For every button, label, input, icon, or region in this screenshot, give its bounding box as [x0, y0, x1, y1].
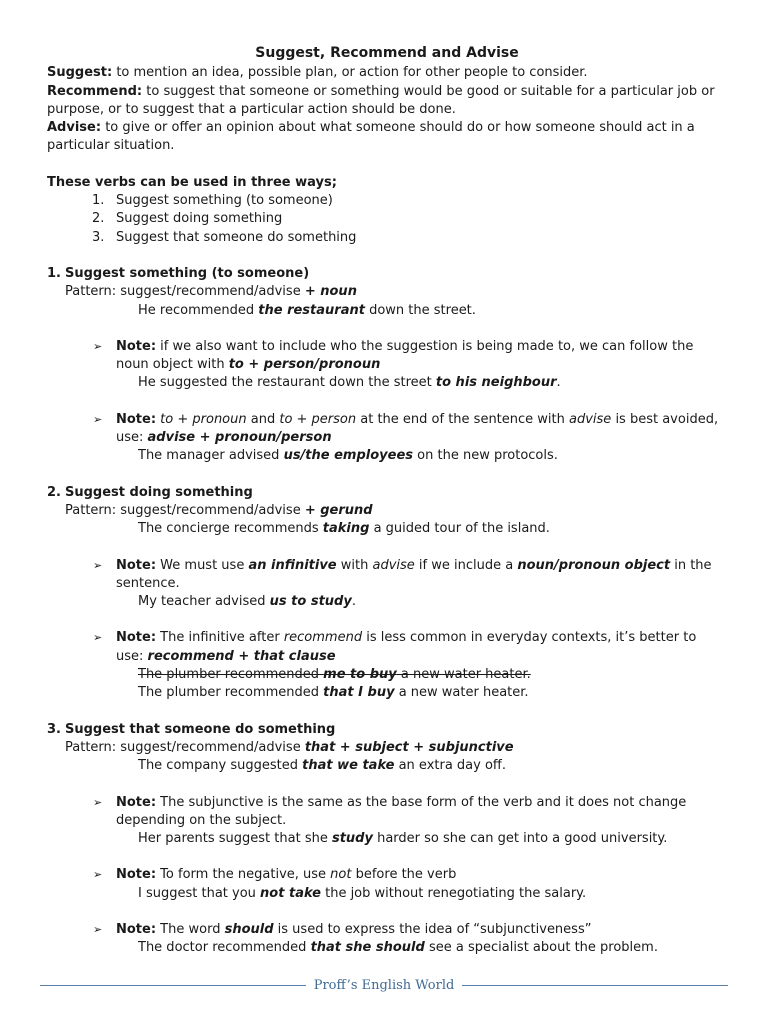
arrow-bullet-icon: ➢	[93, 558, 103, 572]
definition-advise	[47, 119, 727, 156]
example-sentence: I suggest that you not take the job without renegotiating the salary.	[138, 885, 587, 901]
footer-rule-left	[40, 985, 306, 986]
definition-text: to mention an idea, possible plan, or action for other people to consider.	[112, 65, 588, 81]
list-item: 3. Suggest that someone do something	[92, 229, 357, 245]
example-sentence: He suggested the restaurant down the street to his neighbour.	[138, 375, 561, 391]
section-heading-2: 2. Suggest doing something	[47, 484, 253, 500]
section-heading-3: 3. Suggest that someone do something	[47, 721, 336, 737]
example-sentence: The doctor recommended that she should see a specialist about the problem.	[138, 940, 658, 956]
note-3-3: ➢ Note: The word should is used to express the idea of “subjunctiveness”	[47, 921, 727, 939]
footer-rule-right	[462, 985, 728, 986]
example-sentence: Her parents suggest that she study harder so she can get into a good university.	[138, 831, 668, 847]
note-3-2: ➢ Note: To form the negative, use not before the verb	[47, 866, 727, 884]
arrow-bullet-icon: ➢	[93, 631, 103, 645]
pattern-1: Pattern: suggest/recommend/advise + noun	[65, 284, 357, 300]
note-3-1: ➢ Note: The subjunctive is the same as the base form of the verb and it does not change depending on the subject.	[93, 794, 687, 828]
note-1-2: ➢ Note: to + pronoun and to + person at the end of the sentence with advise is best avoided, use: advise + pronoun/person	[93, 411, 719, 446]
definition-recommend	[47, 83, 727, 120]
definition-term: Suggest:	[47, 65, 113, 81]
example-sentence: He recommended the restaurant down the street.	[138, 302, 476, 318]
arrow-bullet-icon: ➢	[93, 795, 103, 809]
example-sentence: The concierge recommends taking a guided tour of the island.	[138, 521, 550, 537]
page-footer	[40, 976, 728, 994]
note-1-1: ➢ Note: if we also want to include who the suggestion is being made to, we can follow the noun object with to + person/pronoun	[93, 338, 694, 373]
document-body	[47, 44, 727, 958]
arrow-bullet-icon: ➢	[93, 412, 103, 426]
pattern-3: Pattern: suggest/recommend/advise that + subject + subjunctive	[65, 739, 514, 755]
section-heading-1: 1. Suggest something (to someone)	[47, 265, 310, 281]
arrow-bullet-icon: ➢	[93, 868, 103, 882]
ways-list	[47, 192, 727, 247]
intro-heading: These verbs can be used in three ways;	[47, 174, 337, 190]
definition-term: Advise:	[47, 120, 102, 136]
definition-suggest	[47, 64, 727, 82]
incorrect-example: The plumber recommended me to buy a new water heater.	[138, 667, 531, 683]
example-sentence: The company suggested that we take an extra day off.	[138, 758, 507, 774]
definition-text: to suggest that someone or something would be good or suitable for a particular job or purpose, or to suggest that a particular action should be done.	[47, 83, 715, 117]
page-title: Suggest, Recommend and Advise	[255, 45, 519, 61]
note-2-1: ➢ Note: We must use an infinitive with advise if we include a noun/pronoun object in the sentence.	[93, 557, 712, 591]
definition-term: Recommend:	[47, 83, 143, 99]
list-item: 2. Suggest doing something	[92, 211, 283, 227]
footer-brand: Proff’s English World	[313, 977, 455, 993]
pattern-2: Pattern: suggest/recommend/advise + gerund	[65, 502, 373, 518]
example-sentence: The plumber recommended that I buy a new water heater.	[138, 685, 529, 701]
arrow-bullet-icon: ➢	[93, 922, 103, 936]
arrow-bullet-icon: ➢	[93, 339, 103, 353]
note-2-2: ➢ Note: The infinitive after recommend is less common in everyday contexts, it’s better to use: recommend + that clause	[93, 630, 697, 664]
definition-text: to give or offer an opinion about what someone should do or how someone should act in a particular situation.	[47, 120, 695, 154]
definitions	[47, 64, 727, 155]
example-sentence: The manager advised us/the employees on the new protocols.	[138, 448, 558, 464]
example-sentence: My teacher advised us to study.	[138, 594, 356, 610]
list-item: 1. Suggest something (to someone)	[92, 193, 333, 209]
